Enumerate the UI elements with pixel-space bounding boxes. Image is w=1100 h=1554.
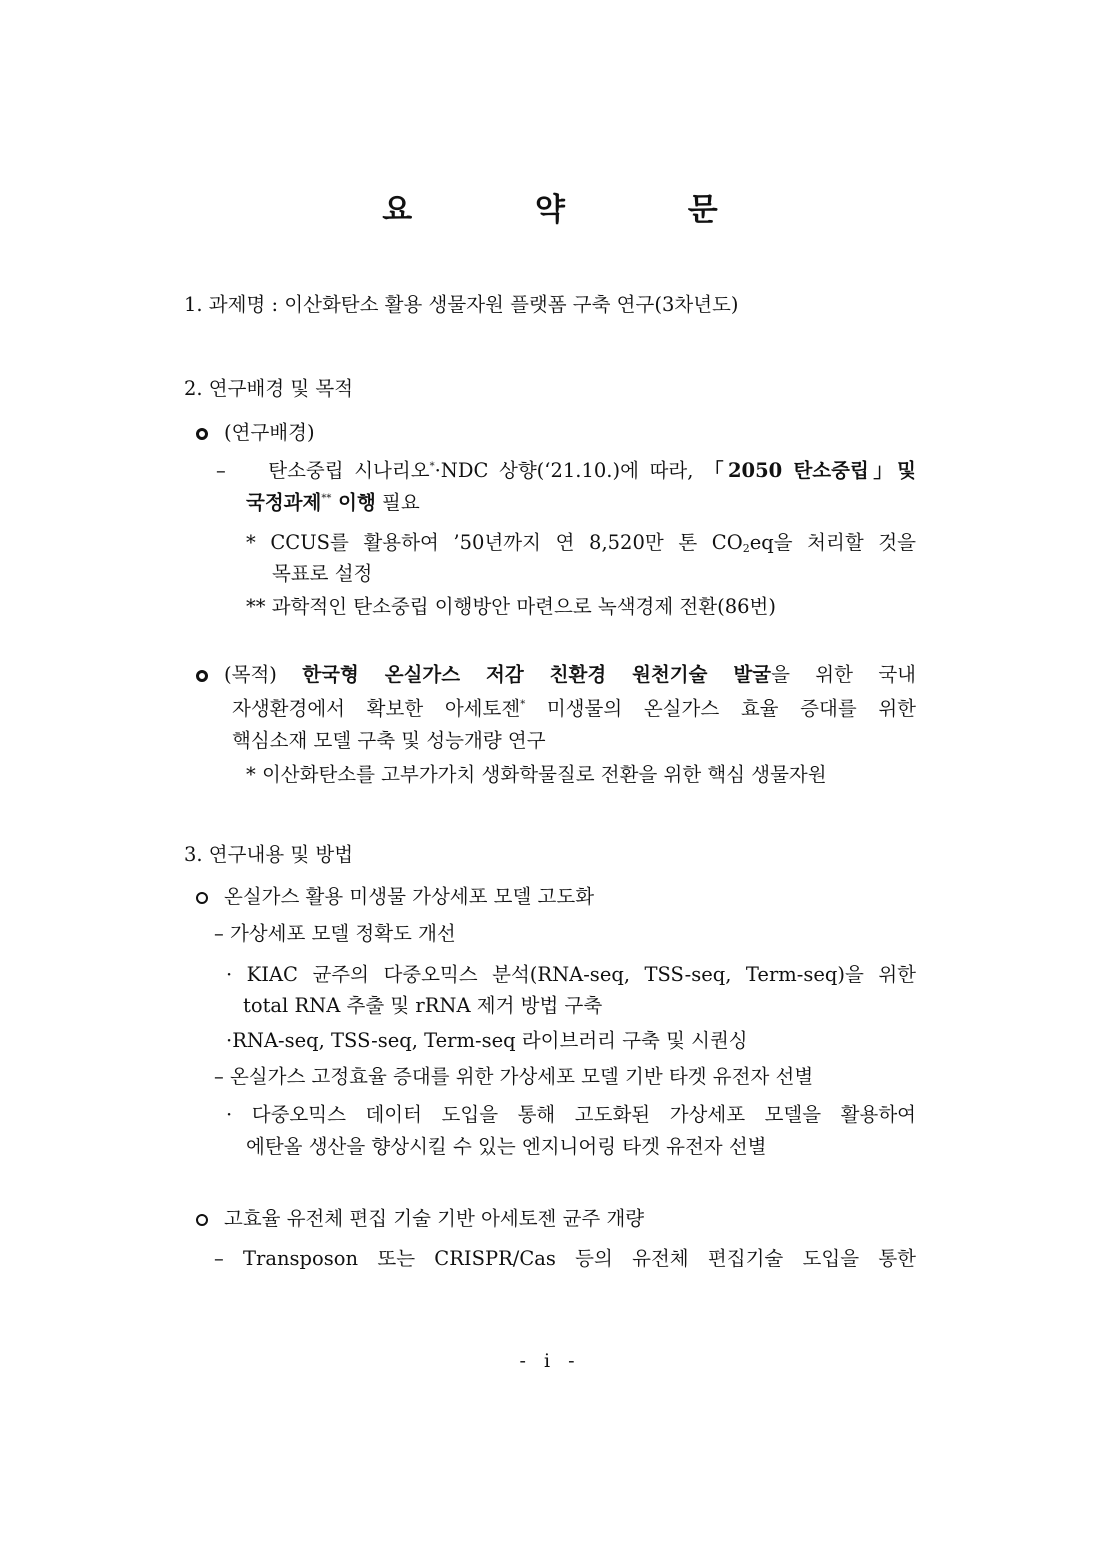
background-footnote-mark-2: **	[321, 493, 332, 504]
section2-heading: 2. 연구배경 및 목적	[184, 377, 354, 400]
background-dash: –	[216, 459, 226, 482]
content-item-2	[196, 1206, 644, 1232]
purpose-text-2a: 자생환경에서 확보한 아세토젠	[232, 697, 521, 720]
content-item-2-text: 고효율 유전체 편집 기술 기반 아세토젠 균주 개량	[224, 1207, 645, 1230]
background-line-2	[246, 490, 420, 516]
background-text-1: 탄소중립 시나리오	[268, 459, 430, 482]
content-item-1-sub-2: – 온실가스 고정효율 증대를 위한 가상세포 모델 기반 타겟 유전자 선별	[214, 1065, 814, 1088]
background-bold-text-1: 「2050 탄소중립」및	[704, 459, 916, 482]
background-footnote-mark-1: *	[429, 461, 435, 472]
hollow-circle-bullet-icon	[196, 892, 208, 904]
content-item-1-sub-1-bullet-2: ·RNA-seq, TSS-seq, Term-seq 라이브러리 구축 및 시퀀싱	[226, 1029, 748, 1052]
project-name: 1. 과제명 : 이산화탄소 활용 생물자원 플랫폼 구축 연구(3차년도)	[184, 293, 739, 316]
purpose-line-1	[196, 662, 916, 688]
content-item-1-sub-1-bullet-1-line-1: · KIAC 균주의 다중오믹스 분석(RNA-seq, TSS-seq, Term-seq)을 위한	[226, 963, 916, 986]
footnote-1-line-1	[246, 530, 916, 556]
background-text-3: 필요	[375, 491, 420, 514]
background-line-1	[216, 458, 916, 484]
content-item-1-sub-2-bullet-1-line-1: · 다중오믹스 데이터 도입을 통해 고도화된 가상세포 모델을 활용하여	[226, 1103, 916, 1126]
content-item-2-sub-1: – Transposon 또는 CRISPR/Cas 등의 유전체 편집기술 도입을 통한	[214, 1247, 916, 1270]
purpose-label: (목적)	[224, 663, 277, 686]
section3-heading: 3. 연구내용 및 방법	[184, 843, 354, 866]
background-bold-text-3: 이행	[331, 491, 376, 514]
footnote-1-text-b: eq을 처리할 것을	[749, 531, 916, 554]
background-label: (연구배경)	[224, 421, 315, 444]
background-text-2: ·NDC 상향(‘21.10.)에 따라,	[434, 459, 694, 482]
page-title: 요 약 문	[382, 192, 774, 228]
content-item-1	[196, 884, 594, 910]
purpose-line-3: 핵심소재 모델 구축 및 성능개량 연구	[232, 729, 546, 752]
background-bold-text-2: 국정과제	[246, 491, 322, 514]
hollow-circle-bullet-icon	[196, 670, 208, 682]
content-item-1-sub-2-bullet-1-line-2: 에탄올 생산을 향상시킬 수 있는 엔지니어링 타겟 유전자 선별	[246, 1135, 767, 1158]
content-item-1-sub-1: – 가상세포 모델 정확도 개선	[214, 922, 456, 945]
purpose-text-1: 을 위한 국내	[771, 663, 917, 686]
background-item	[196, 420, 315, 446]
purpose-bold-text: 한국형 온실가스 저감 친환경 원천기술 발굴	[302, 663, 772, 686]
footnote-2: ** 과학적인 탄소중립 이행방안 마련으로 녹색경제 전환(86번)	[246, 595, 776, 618]
purpose-text-2b: 미생물의 온실가스 효율 증대를 위한	[525, 697, 916, 720]
purpose-footnote-mark: *	[520, 699, 526, 710]
footnote-1-text-a: * CCUS를 활용하여 ’50년까지 연 8,520만 톤 CO	[246, 531, 743, 554]
content-item-1-sub-1-bullet-1-line-2: total RNA 추출 및 rRNA 제거 방법 구축	[243, 994, 603, 1017]
hollow-circle-bullet-icon	[196, 428, 208, 440]
hollow-circle-bullet-icon	[196, 1214, 208, 1226]
purpose-line-2	[232, 696, 916, 722]
footnote-1-subscript: 2	[742, 542, 750, 555]
footnote-1-line-2: 목표로 설정	[272, 562, 373, 585]
purpose-footnote: * 이산화탄소를 고부가가치 생화학물질로 전환을 위한 핵심 생물자원	[246, 763, 827, 786]
content-item-1-text: 온실가스 활용 미생물 가상세포 모델 고도화	[224, 885, 595, 908]
page-number: - i -	[519, 1350, 581, 1372]
